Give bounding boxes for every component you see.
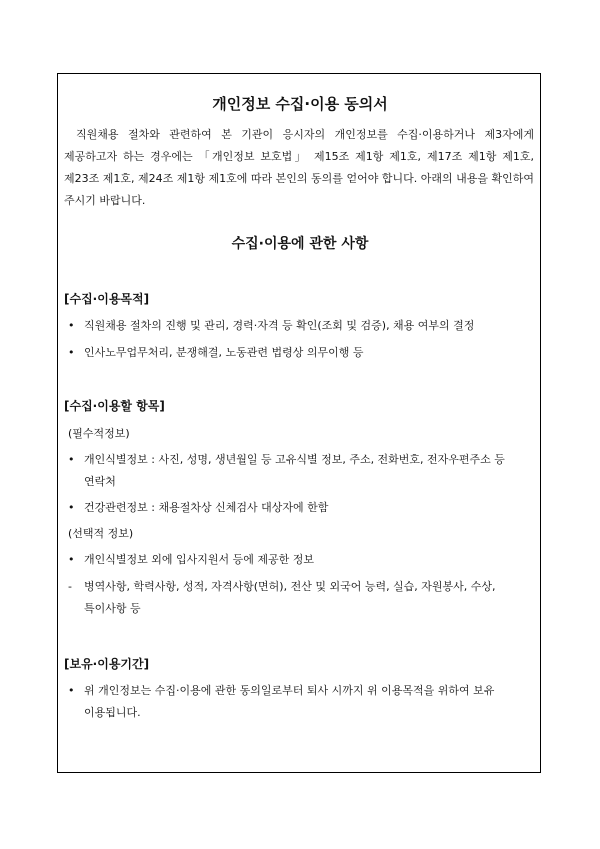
optional-label: (선택적 정보) bbox=[68, 527, 134, 540]
optional-item bbox=[68, 549, 534, 571]
optional-sub-item bbox=[68, 576, 534, 620]
required-label: (필수적정보) bbox=[68, 427, 130, 440]
retention-item-text: 위 개인정보는 수집·이용에 관한 동의일로부터 퇴사 시까지 위 이용목적을 위하여 보유 이용됩니다. bbox=[84, 684, 495, 719]
purpose-item-text: 인사노무업무처리, 분쟁해결, 노동관련 법령상 의무이행 등 bbox=[84, 346, 364, 359]
bullet-marker: • bbox=[68, 453, 75, 466]
section-title: 수집·이용에 관한 사항 bbox=[231, 236, 369, 252]
document-title: 개인정보 수집·이용 동의서 bbox=[212, 95, 388, 113]
purpose-item-text: 직원채용 절차의 진행 및 관리, 경력·자격 등 확인(조회 및 검증), 채용 여부의 결정 bbox=[84, 319, 475, 332]
optional-sub-item-text: 병역사항, 학력사항, 성적, 자격사항(면허), 전산 및 외국어 능력, 실습, 자원봉사, 수상, 특이사항 등 bbox=[84, 580, 496, 615]
purpose-heading: [수집·이용목적] bbox=[64, 292, 150, 306]
bullet-marker: • bbox=[68, 501, 75, 514]
intro-paragraph bbox=[64, 124, 534, 212]
required-item-text: 건강관련정보 : 채용절차상 신체검사 대상자에 한함 bbox=[84, 501, 329, 514]
required-item-text: 개인식별정보 : 사진, 성명, 생년월일 등 고유식별 정보, 주소, 전화번호, 전자우편주소 등 연락처 bbox=[84, 453, 505, 488]
purpose-item-1 bbox=[68, 315, 534, 337]
intro-text: 직원채용 절차와 관련하여 본 기관이 응시자의 개인정보를 수집·이용하거나 제3자에게 제공하고자 하는 경우에는 「개인정보 보호법」 제15조 제1항 제1호, 제17조 제1항 제1호, 제23조 제1호, 제24조 제1항 제1호에 따라 본인의 동의를 얻어야 합니다. 아래의 내용을 확인하여 주시기 바랍니다. bbox=[64, 128, 534, 207]
optional-item-text: 개인식별정보 외에 입사지원서 등에 제공한 정보 bbox=[84, 553, 315, 566]
items-heading: [수집·이용할 항목] bbox=[64, 399, 165, 413]
bullet-marker: • bbox=[68, 346, 75, 359]
bullet-marker: • bbox=[68, 553, 75, 566]
required-item-1 bbox=[68, 449, 534, 493]
purpose-item-2 bbox=[68, 342, 534, 364]
dash-marker: - bbox=[68, 580, 72, 593]
retention-item bbox=[68, 680, 534, 724]
bullet-marker: • bbox=[68, 684, 75, 697]
required-item-2 bbox=[68, 497, 534, 519]
bullet-marker: • bbox=[68, 319, 75, 332]
retention-heading: [보유·이용기간] bbox=[64, 657, 150, 671]
